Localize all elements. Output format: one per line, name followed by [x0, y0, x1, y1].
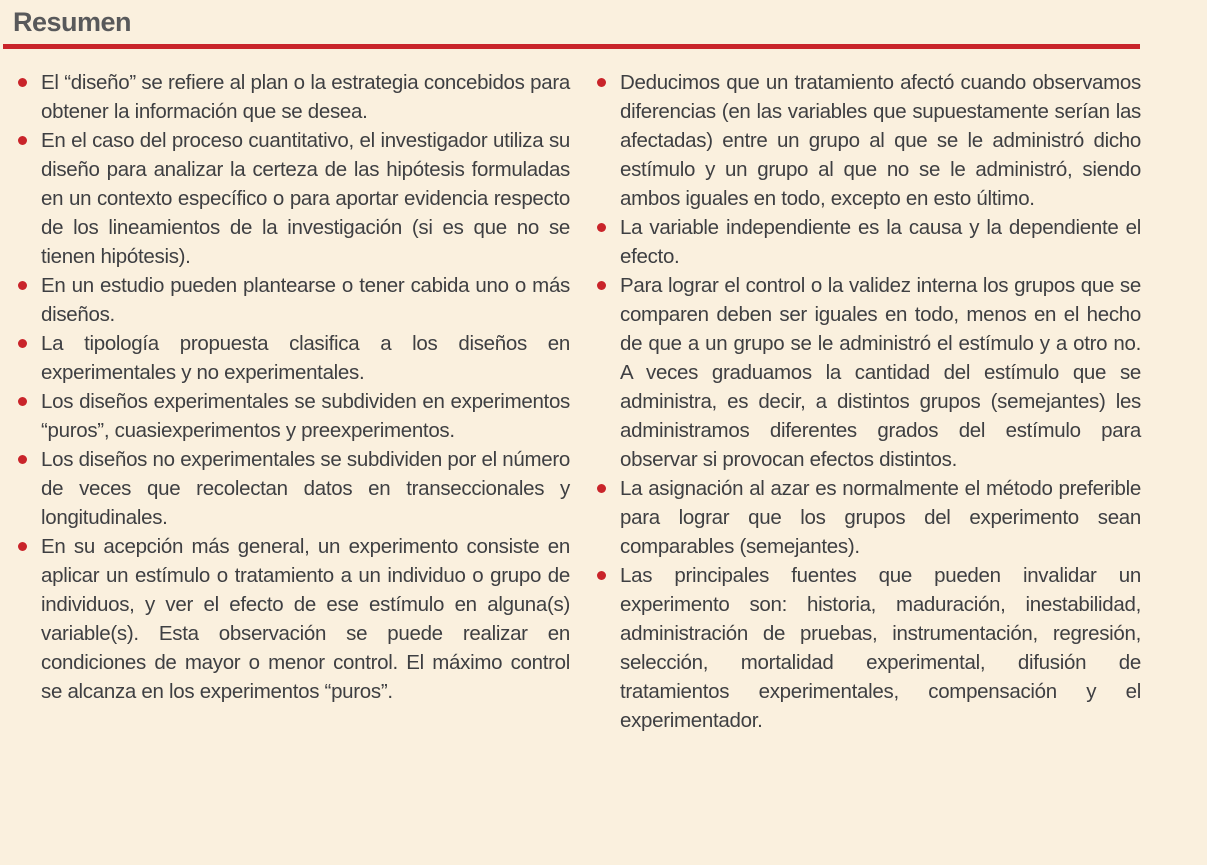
bullet-icon	[597, 78, 606, 87]
list-item-text: La tipología propuesta clasifica a los diseños en experimentales y no experimentales.	[41, 332, 570, 384]
list-item-text: Para lograr el control o la validez interna los grupos que se comparen deben ser iguales en todo, menos en el hecho de que a un grupo se le administró el estímulo y a otro no. A veces graduamos la cantidad del estímulo que se administra, es decir, a distintos grupos (semejantes) les administramos diferentes grados del estímulo para observar si provocan efectos distintos.	[620, 274, 1141, 471]
list-item	[597, 213, 1141, 271]
bullet-icon	[18, 455, 27, 464]
list-item-text: Las principales fuentes que pueden invalidar un experimento son: historia, maduración, inestabilidad, administración de pruebas, instrumentación, regresión, selección, mortalidad experimental, difusión de tratamientos experimentales, compensación y el experimentador.	[620, 564, 1141, 732]
summary-column-right	[597, 68, 1141, 735]
bullet-icon	[18, 136, 27, 145]
list-item-text: El “diseño” se refiere al plan o la estrategia concebidos para obtener la información que se desea.	[41, 71, 570, 123]
list-item-text: Los diseños no experimentales se subdividen por el número de veces que recolectan datos en transeccionales y longitudinales.	[41, 448, 570, 529]
list-item	[597, 271, 1141, 474]
list-item	[18, 68, 570, 126]
list-item-text: Deducimos que un tratamiento afectó cuando observamos diferencias (en las variables que supuestamente serían las afectadas) entre un grupo al que se le administró dicho estímulo y un grupo al que no se le administró, siendo ambos iguales en todo, excepto en esto último.	[620, 71, 1141, 210]
list-item	[18, 387, 570, 445]
list-item-text: Los diseños experimentales se subdividen en experimentos “puros”, cuasiexperimentos y preexperimentos.	[41, 390, 570, 442]
list-item	[18, 271, 570, 329]
list-item	[18, 329, 570, 387]
title-underline-rule	[3, 44, 1140, 49]
bullet-icon	[18, 281, 27, 290]
list-item	[597, 561, 1141, 735]
list-item-text: En un estudio pueden plantearse o tener cabida uno o más diseños.	[41, 274, 570, 326]
list-item	[597, 68, 1141, 213]
summary-columns	[18, 68, 1141, 735]
list-item-text: La asignación al azar es normalmente el método preferible para lograr que los grupos del experimento sean comparables (semejantes).	[620, 477, 1141, 558]
list-item	[18, 445, 570, 532]
list-item-text: En su acepción más general, un experimento consiste en aplicar un estímulo o tratamiento a un individuo o grupo de individuos, y ver el efecto de ese estímulo en alguna(s) variable(s). Esta observación se puede realizar en condiciones de mayor o menor control. El máximo control se alcanza en los experimentos “puros”.	[41, 535, 570, 703]
summary-column-left	[18, 68, 570, 735]
bullet-icon	[18, 542, 27, 551]
list-item-text: La variable independiente es la causa y la dependiente el efecto.	[620, 216, 1141, 268]
bullet-icon	[597, 571, 606, 580]
bullet-icon	[18, 339, 27, 348]
bullet-icon	[597, 484, 606, 493]
bullet-icon	[18, 397, 27, 406]
list-item	[18, 532, 570, 706]
page-title: Resumen	[13, 7, 132, 37]
list-item	[597, 474, 1141, 561]
bullet-icon	[18, 78, 27, 87]
list-item-text: En el caso del proceso cuantitativo, el investigador utiliza su diseño para analizar la certeza de las hipótesis formuladas en un contexto específico o para aportar evidencia respecto de los lineamientos de la investigación (si es que no se tienen hipótesis).	[41, 129, 570, 268]
bullet-icon	[597, 281, 606, 290]
list-item	[18, 126, 570, 271]
bullet-icon	[597, 223, 606, 232]
